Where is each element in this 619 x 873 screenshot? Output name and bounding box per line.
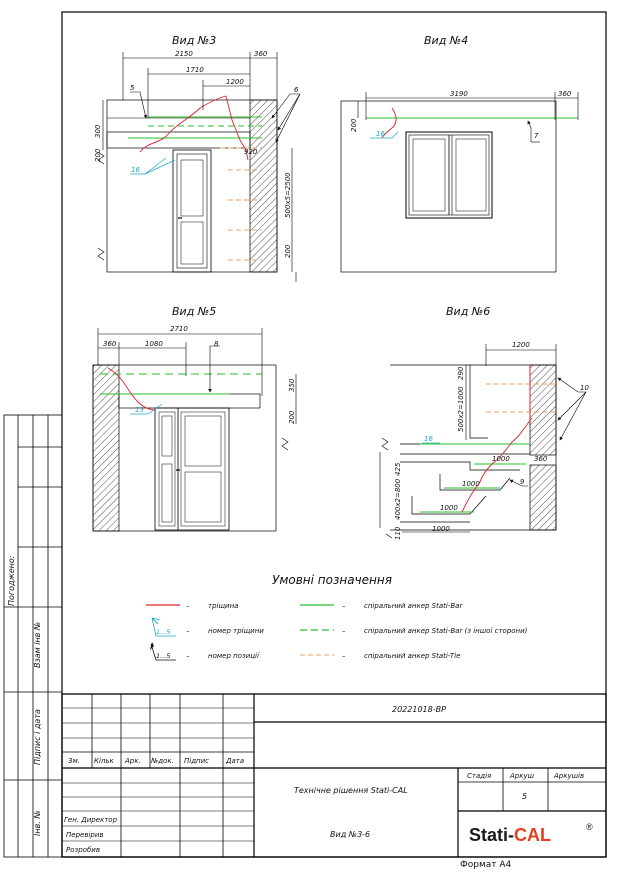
- side-label-approved: Погоджено:: [7, 555, 16, 606]
- svg-text:–: –: [342, 602, 346, 610]
- v5-dim-2710: 2710: [170, 325, 188, 333]
- tb-sheets-label: Аркушів: [554, 772, 585, 780]
- view-5-title: Вид №5: [172, 305, 217, 318]
- view-3-title: Вид №3: [172, 34, 217, 47]
- v6-crack-16: 16: [424, 435, 433, 443]
- v3-dim-500x5: 500x5=2500: [284, 172, 292, 218]
- v3-dim-360: 360: [254, 50, 268, 58]
- v6-dim-1000d: 1000: [432, 525, 450, 533]
- v3-dim-1200: 1200: [226, 78, 244, 86]
- view-5: [93, 305, 296, 531]
- tb-stage-label: Стадія: [467, 772, 492, 780]
- tb-col-sheet: Арк.: [125, 757, 141, 765]
- tb-col-date: Дата: [226, 757, 245, 765]
- v6-dim-290: 290: [457, 366, 465, 380]
- legend-crack-number-label: номер тріщини: [208, 627, 264, 635]
- v4-crack-16: 16: [376, 130, 385, 138]
- v3-pos-6: 6: [294, 86, 299, 94]
- view-6: [380, 305, 589, 540]
- svg-text:®: ®: [586, 822, 593, 832]
- view-4-title: Вид №4: [424, 34, 469, 47]
- v6-dim-1000c: 1000: [440, 504, 458, 512]
- side-label-replace-inv: Взам інв №: [33, 621, 42, 668]
- v4-dim-3190: 3190: [450, 90, 468, 98]
- v6-dim-1000b: 1000: [462, 480, 480, 488]
- v3-pos-5: 5: [130, 84, 135, 92]
- view-4: [341, 34, 578, 272]
- svg-text:Stati-CAL: Stati-CAL: [469, 825, 551, 845]
- legend-statibar-other-side-label: спіральний анкер Stati-Bar (з іншої сторони): [364, 627, 528, 635]
- v6-dim-1200: 1200: [512, 341, 530, 349]
- tb-col-signature: Підпис: [184, 757, 210, 765]
- legend-crack-label: тріщина: [208, 602, 239, 610]
- tb-role-director: Ген. Директор: [64, 816, 118, 824]
- tb-role-developed: Розробив: [66, 846, 100, 854]
- v3-dim-920: 920: [244, 148, 258, 156]
- v3-crack-16: 16: [131, 166, 140, 174]
- view-3: [94, 34, 300, 282]
- legend-position-sample: 1...5: [156, 652, 171, 660]
- tb-role-checked: Перевірив: [66, 831, 104, 839]
- v6-pos-9: 9: [520, 478, 525, 486]
- svg-text:–: –: [186, 602, 190, 610]
- legend-position-label: номер позиції: [208, 652, 259, 660]
- v5-crack-13: 13: [135, 406, 144, 414]
- v4-pos-7: 7: [534, 132, 539, 140]
- side-label-inv: Інв. №: [33, 810, 42, 836]
- v5-dim-1080: 1080: [145, 340, 163, 348]
- svg-text:–: –: [186, 652, 190, 660]
- side-label-sign-date: Підпис і дата: [33, 709, 42, 765]
- legend-statibar-label: спіральний анкер Stati-Bar: [364, 602, 463, 610]
- tb-col-qty: Кільк: [94, 757, 114, 765]
- legend: [146, 573, 528, 660]
- tb-sheet-label: Аркуш: [510, 772, 535, 780]
- v6-dim-425: 425: [394, 462, 402, 476]
- v5-dim-200: 200: [288, 410, 296, 424]
- view-6-title: Вид №6: [446, 305, 491, 318]
- stati-cal-logo: [469, 822, 593, 845]
- svg-text:–: –: [342, 652, 346, 660]
- tb-doc-code: 20221018-ВР: [392, 705, 446, 714]
- svg-text:–: –: [186, 627, 190, 635]
- v3-dim-300: 300: [94, 124, 102, 138]
- v6-dim-360: 360: [534, 455, 548, 463]
- v6-dim-110: 110: [394, 526, 402, 540]
- v5-pos-8: 8: [214, 340, 219, 348]
- tb-sheet-number: 5: [522, 792, 528, 801]
- legend-crack-number-sample: 1...5: [156, 628, 171, 636]
- v4-dim-360: 360: [558, 90, 572, 98]
- tb-col-change: Зм.: [68, 757, 80, 765]
- tb-col-docno: №док.: [151, 757, 174, 765]
- v6-dim-400x2: 400x2=800: [394, 478, 402, 520]
- v5-dim-350: 350: [288, 378, 296, 392]
- v4-dim-200: 200: [350, 118, 358, 132]
- legend-statitie-label: спіральний анкер Stati-Tie: [364, 652, 461, 660]
- v6-pos-10: 10: [580, 384, 589, 392]
- tb-sheet-title: Вид №3-6: [330, 830, 371, 839]
- v6-dim-500x2: 500x2=1000: [457, 386, 465, 432]
- v3-dim-200: 200: [94, 148, 102, 162]
- v5-dim-360: 360: [103, 340, 117, 348]
- tb-format: Формат А4: [460, 860, 512, 870]
- tb-project: Технічне рішення Stati-CAL: [294, 786, 408, 795]
- legend-title: Умовні позначення: [272, 573, 392, 587]
- svg-text:–: –: [342, 627, 346, 635]
- v3-dim-200b: 200: [284, 244, 292, 258]
- v3-dim-2150: 2150: [175, 50, 193, 58]
- sheet-frame: [62, 12, 606, 857]
- v6-dim-1000a: 1000: [492, 455, 510, 463]
- v3-dim-1710: 1710: [186, 66, 204, 74]
